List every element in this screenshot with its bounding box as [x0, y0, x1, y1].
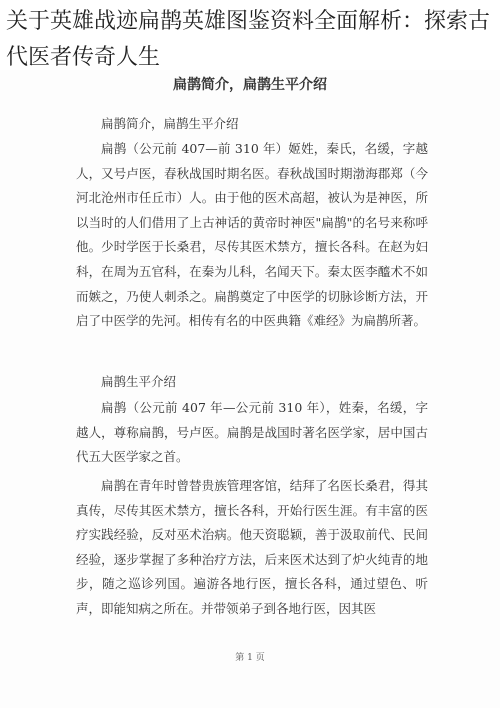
section-title-biography: 扁鹊生平介绍 [101, 374, 177, 389]
section-title-intro: 扁鹊简介，扁鹊生平介绍 [101, 116, 239, 131]
page-number: 第 1 页 [235, 653, 265, 663]
document-page [0, 70, 500, 708]
document-heading: 扁鹊简介，扁鹊生平介绍 [173, 77, 327, 93]
paragraph-intro: 扁鹊（公元前 407—前 310 年）姬姓，秦氏，名缓，字越人，又号卢医，春秋战国时期名医。春秋战国时期渤海郡郑（今河北沧州市任丘市）人。由于他的医术高超，被认为是神医，所以当时的人们借用了上古神话的黄帝时神医"扁鹊"的名号来称呼他。少时学医于长桑君，尽传其医术禁方，擅长各科。在赵为妇科，在周为五官科，在秦为儿科，名闻天下。秦太医李醯术不如而嫉之，乃使人刺杀之。扁鹊奠定了中医学的切脉诊断方法，开启了中医学的先河。相传有名的中医典籍《难经》为扁鹊所著。 [76, 141, 428, 329]
article-title: 关于英雄战迹扁鹊英雄图鉴资料全面解析：探索古代医者传奇人生 [6, 9, 491, 70]
paragraph-biography-1: 扁鹊（公元前 407 年—公元前 310 年），姓秦，名缓，字越人，尊称扁鹊，号卢医。扁鹊是战国时著名医学家，居中国古代五大医学家之首。 [76, 400, 428, 465]
paragraph-biography-2: 扁鹊在青年时曾替贵族管理客馆，结拜了名医长桑君，得其真传，尽传其医术禁方，擅长各科，开始行医生涯。有丰富的医疗实践经验，反对巫术治病。他天资聪颖，善于汲取前代、民间经验，逐步掌握了多种治疗方法，后来医术达到了炉火纯青的地步，随之巡诊列国。遍游各地行医，擅长各科，通过望色、听声，即能知病之所在。并带领弟子到各地行医，因其医 [76, 478, 428, 616]
